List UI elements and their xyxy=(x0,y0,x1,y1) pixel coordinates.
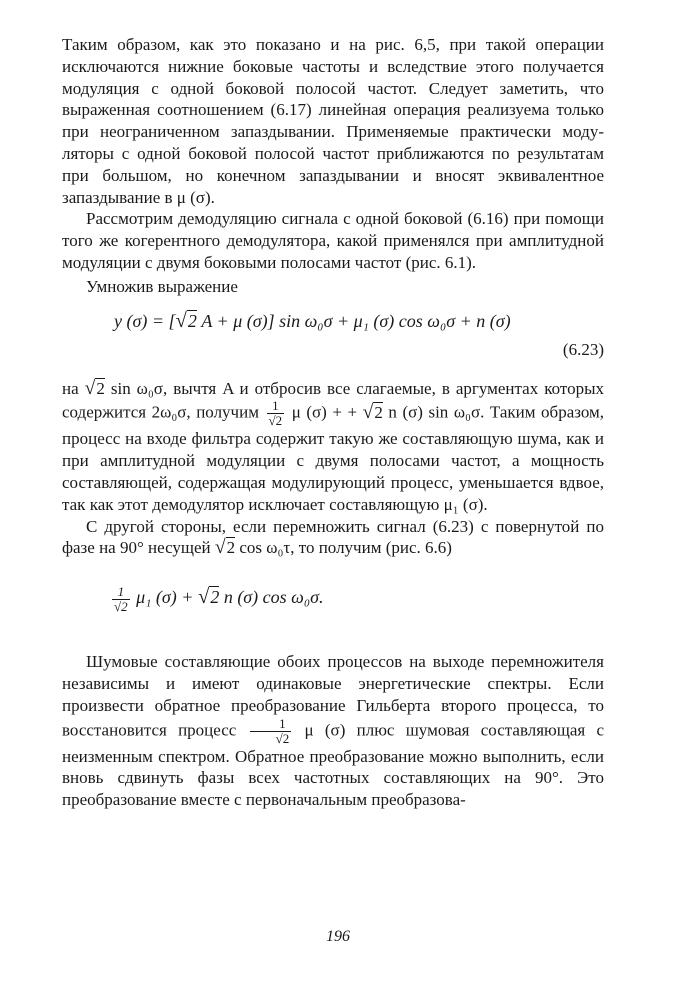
paragraph-text: + xyxy=(347,402,358,422)
fraction-numerator: 1 xyxy=(112,585,130,600)
fraction-denominator xyxy=(267,414,285,428)
fraction-denominator xyxy=(112,600,130,614)
equation-term: n (σ) cos ω₀σ. xyxy=(223,587,324,608)
paragraph-text: Рассмотрим демодуляцию сигнала с одной боковой (6.16) при помощи того же когерентного демодулятора, какой применялся при амплитудной модуляции с двумя боковыми полосами частот (рис. 6.1). xyxy=(62,209,604,272)
radical-sign: √ xyxy=(197,586,210,609)
radicand: 2 xyxy=(96,378,105,398)
fraction-one-over-sqrt2 xyxy=(267,399,285,428)
paragraph-text: μ (σ) плюс шумовая составляющая с неизменным спектром. Обратное преобразование можно выполнить, если вновь сдвинуть фазы всех частотных составляющих на 90°. Это преобразование вместе с первоначальным преобразова- xyxy=(62,719,605,810)
paragraph-multiply-lead xyxy=(62,276,604,298)
paragraph-demodulation xyxy=(62,208,604,273)
fraction-numerator: 1 xyxy=(267,399,285,414)
paragraph-other-side xyxy=(62,516,604,560)
paragraph-text: С другой стороны, если перемножить сигнал (6.23) с повернутой по фазе на 90° несущей xyxy=(62,516,604,558)
radical-sign: √ xyxy=(114,598,122,614)
fraction-one-over-sqrt2 xyxy=(112,585,130,614)
book-page xyxy=(62,34,604,974)
radicand: 2 xyxy=(226,538,236,558)
paragraph-single-sideband xyxy=(62,34,604,208)
equation-number: (6.23) xyxy=(562,339,604,359)
radical-sign: √ xyxy=(214,537,226,559)
sqrt-symbol xyxy=(85,379,105,398)
sqrt-symbol xyxy=(198,587,219,607)
equation-rhs: A + μ (σ)] sin ω₀σ + μ₁ (σ) cos ω₀σ + n (σ) xyxy=(201,310,511,331)
radical-sign: √ xyxy=(84,377,96,399)
equation-formula xyxy=(114,310,511,333)
equation-lhs: y (σ) = [ xyxy=(114,310,176,331)
paragraph-text: Таким образом, как это показано и на рис. 6,5, при такой операции исключаются нижние боковые частоты и вследствие этого получается модуляция с одной боковой полосой частот. Следует заметить, что выраженная соотношением (6.17) линейная операция реализуема только при неограниченном запаздывании. Применяемые практически модуляторы с одной боковой полосой частот приближаются по результатам при большом, но конечном запаздывании и вносят эквивалентное запаздывание в μ (σ). xyxy=(62,35,604,207)
page-number: 196 xyxy=(326,928,350,945)
radical-sign: √ xyxy=(362,401,374,423)
sqrt-symbol xyxy=(215,538,235,557)
radicand: 2 xyxy=(275,413,283,429)
fraction-denominator xyxy=(250,732,292,746)
equation-6-23 xyxy=(62,304,604,378)
paragraph-text: Шумовые составляющие обоих процессов на выходе перемножителя независимы и имеют одинаковые энергетические спектры. Если произвести обратное преобразование Гильберта второго процесса, то восстановится процесс xyxy=(62,652,604,739)
sqrt-symbol xyxy=(363,403,383,422)
radical-sign: √ xyxy=(175,309,187,332)
fraction-numerator: 1 xyxy=(250,717,292,732)
sqrt-symbol xyxy=(176,311,197,331)
radicand: 2 xyxy=(187,310,197,331)
paragraph-result xyxy=(62,378,604,516)
fraction-one-over-sqrt2 xyxy=(250,717,292,746)
paragraph-text: n (σ) sin ω₀σ. Таким образом, процесс на входе фильтра содержит такую же составляющую шума, как и при амплитудной модуляции с двумя полосами частот, а мощность составляющей, содержащая модулирующий процесс, уменьшается вдвое, так как этот демодулятор исключает составляющую μ₁ (σ). xyxy=(62,402,605,514)
paragraph-text: Умножив выражение xyxy=(86,276,238,296)
radical-sign: √ xyxy=(268,413,276,429)
radicand: 2 xyxy=(282,730,290,746)
radicand: 2 xyxy=(374,402,383,422)
paragraph-text: μ (σ) + xyxy=(291,402,342,422)
radicand: 2 xyxy=(210,587,220,608)
paragraph-noise-components xyxy=(62,651,604,811)
equation-term: μ₁ (σ) + xyxy=(136,587,194,608)
paragraph-text: sin ω₀σ, вычтя A и отбросив все слагаемые, в аргументах которых содержится 2ω₀σ, получим xyxy=(62,378,604,422)
radical-sign: √ xyxy=(275,730,283,746)
paragraph-text: cos ω₀τ, то получим (рис. 6.6) xyxy=(239,538,452,558)
equation-unnumbered xyxy=(110,577,604,617)
paragraph-text: на xyxy=(62,378,79,398)
radicand: 2 xyxy=(121,598,128,614)
